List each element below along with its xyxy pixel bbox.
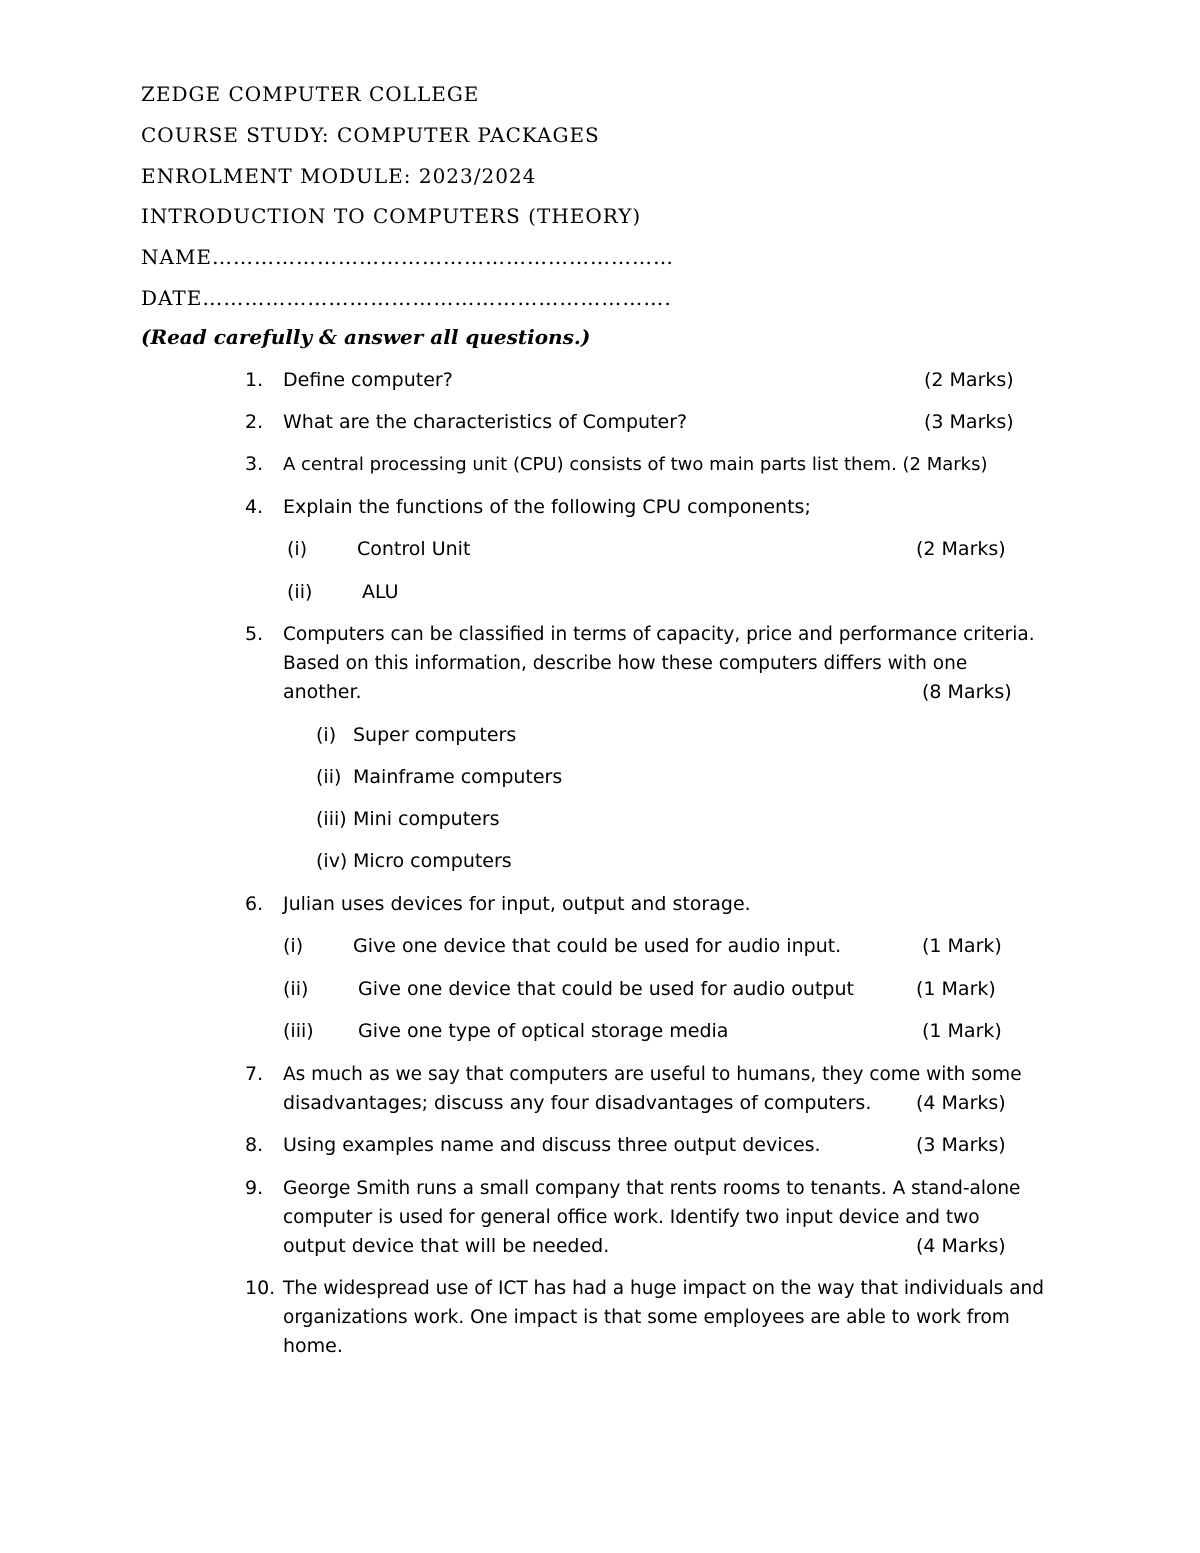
sub-question-text: Give one device that could be used for audio input. xyxy=(353,935,842,957)
sub-question-text: Give one device that could be used for audio output xyxy=(358,978,854,1000)
question-number: 4. xyxy=(245,496,264,518)
question-text: A central processing unit (CPU) consists of two main parts list them. (2 Marks) xyxy=(283,454,988,475)
name-line: NAME………………………………………………………… xyxy=(141,245,675,269)
question-number: 1. xyxy=(245,369,264,391)
question-text-line: another. xyxy=(283,681,362,703)
question-text-line: organizations work. One impact is that some employees are able to work from xyxy=(283,1307,1010,1328)
instruction: (Read carefully & answer all questions.) xyxy=(141,325,591,349)
marks-label: (8 Marks) xyxy=(922,681,1012,703)
sub-question-number: (i) xyxy=(287,538,308,560)
question-number: 9. xyxy=(245,1177,264,1199)
marks-label: (1 Mark) xyxy=(922,1020,1002,1042)
question-text-line: computer is used for general office work. Identify two input device and two xyxy=(283,1207,980,1228)
marks-label: (3 Marks) xyxy=(924,411,1014,433)
question-number: 8. xyxy=(245,1134,264,1156)
question-number: 10. xyxy=(245,1277,276,1299)
marks-label: (4 Marks) xyxy=(916,1235,1006,1257)
question-text-line: Based on this information, describe how these computers differs with one xyxy=(283,653,968,674)
question-text: Julian uses devices for input, output and storage. xyxy=(283,893,751,915)
sub-question-number: (iii) xyxy=(316,808,347,830)
question-number: 3. xyxy=(245,453,264,475)
marks-label: (2 Marks) xyxy=(924,369,1014,391)
question-text-line: disadvantages; discuss any four disadvantages of computers. xyxy=(283,1092,872,1114)
sub-question-text: Give one type of optical storage media xyxy=(358,1020,729,1042)
sub-question-text: Super computers xyxy=(353,724,517,746)
sub-question-number: (ii) xyxy=(316,766,342,788)
sub-question-text: Micro computers xyxy=(353,850,512,872)
question-text-line: As much as we say that computers are useful to humans, they come with some xyxy=(283,1064,1022,1085)
sub-question-number: (ii) xyxy=(287,581,313,603)
date-line: DATE…………………………………………………………. xyxy=(141,286,672,310)
sub-question-number: (i) xyxy=(283,935,304,957)
marks-label: (2 Marks) xyxy=(916,538,1006,560)
question-text-line: Computers can be classified in terms of capacity, price and performance criteria. xyxy=(283,624,1035,645)
question-number: 6. xyxy=(245,893,264,915)
question-text-line: The widespread use of ICT has had a huge impact on the way that individuals and xyxy=(283,1278,1045,1299)
question-text: Explain the functions of the following CPU components; xyxy=(283,496,811,518)
question-text-line: output device that will be needed. xyxy=(283,1235,610,1257)
question-text-line: George Smith runs a small company that rents rooms to tenants. A stand-alone xyxy=(283,1178,1021,1199)
question-text: Define computer? xyxy=(283,369,453,391)
sub-question-number: (ii) xyxy=(283,978,309,1000)
question-number: 7. xyxy=(245,1063,264,1085)
sub-question-number: (iii) xyxy=(283,1020,314,1042)
subject-title: INTRODUCTION TO COMPUTERS (THEORY) xyxy=(141,204,642,228)
sub-question-text: Mainframe computers xyxy=(353,766,563,788)
question-text: What are the characteristics of Computer? xyxy=(283,411,688,433)
question-text-line: home. xyxy=(283,1335,343,1357)
sub-question-text: Control Unit xyxy=(357,538,471,560)
marks-label: (4 Marks) xyxy=(916,1092,1006,1114)
question-number: 5. xyxy=(245,623,264,645)
marks-label: (1 Mark) xyxy=(916,978,996,1000)
marks-label: (1 Mark) xyxy=(922,935,1002,957)
question-number: 2. xyxy=(245,411,264,433)
question-text: Using examples name and discuss three output devices. xyxy=(283,1134,821,1156)
sub-question-number: (iv) xyxy=(316,850,348,872)
course-study: COURSE STUDY: COMPUTER PACKAGES xyxy=(141,123,600,147)
marks-label: (3 Marks) xyxy=(916,1134,1006,1156)
college-name: ZEDGE COMPUTER COLLEGE xyxy=(141,82,480,106)
enrolment-module: ENROLMENT MODULE: 2023/2024 xyxy=(141,164,537,188)
sub-question-text: ALU xyxy=(362,581,399,603)
sub-question-number: (i) xyxy=(316,724,337,746)
sub-question-text: Mini computers xyxy=(353,808,500,830)
